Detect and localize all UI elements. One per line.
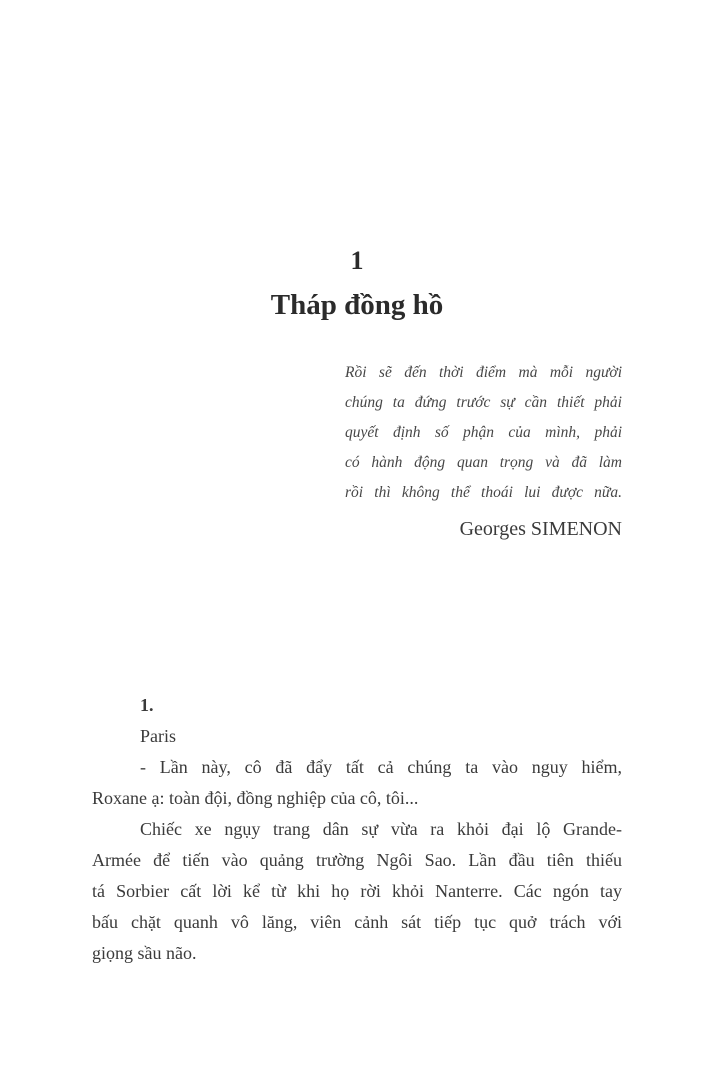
paragraph-line: bấu chặt quanh vô lăng, viên cảnh sát tiếp tục quở trách với xyxy=(92,912,622,932)
paragraph-line: - Lần này, cô đã đẩy tất cả chúng ta vào nguy hiểm, xyxy=(140,757,622,777)
chapter-number: 1 xyxy=(350,246,364,275)
epigraph-line: rồi thì không thể thoái lui được nữa. xyxy=(345,484,622,501)
paragraph-line: Roxane ạ: toàn đội, đồng nghiệp của cô, tôi... xyxy=(92,788,419,808)
chapter-title: Tháp đồng hồ xyxy=(270,289,444,321)
section-number: 1. xyxy=(140,695,154,715)
epigraph-line: chúng ta đứng trước sự cần thiết phải xyxy=(345,394,622,411)
epigraph-attribution: Georges SIMENON xyxy=(459,518,622,540)
epigraph xyxy=(345,358,622,508)
paragraph-line: giọng sầu não. xyxy=(92,943,197,963)
body-text xyxy=(92,690,622,969)
paragraph-line: Chiếc xe ngụy trang dân sự vừa ra khỏi đại lộ Grande- xyxy=(140,819,622,839)
epigraph-line: có hành động quan trọng và đã làm xyxy=(345,454,622,471)
location-line: Paris xyxy=(140,726,176,746)
paragraph-line: tá Sorbier cất lời kể từ khi họ rời khỏi Nanterre. Các ngón tay xyxy=(92,881,622,901)
paragraph-line: Armée để tiến vào quảng trường Ngôi Sao. Lần đầu tiên thiếu xyxy=(92,850,622,870)
paragraphs xyxy=(92,752,622,969)
epigraph-line: quyết định số phận của mình, phải xyxy=(345,424,622,441)
epigraph-line: Rồi sẽ đến thời điểm mà mỗi người xyxy=(345,364,622,381)
